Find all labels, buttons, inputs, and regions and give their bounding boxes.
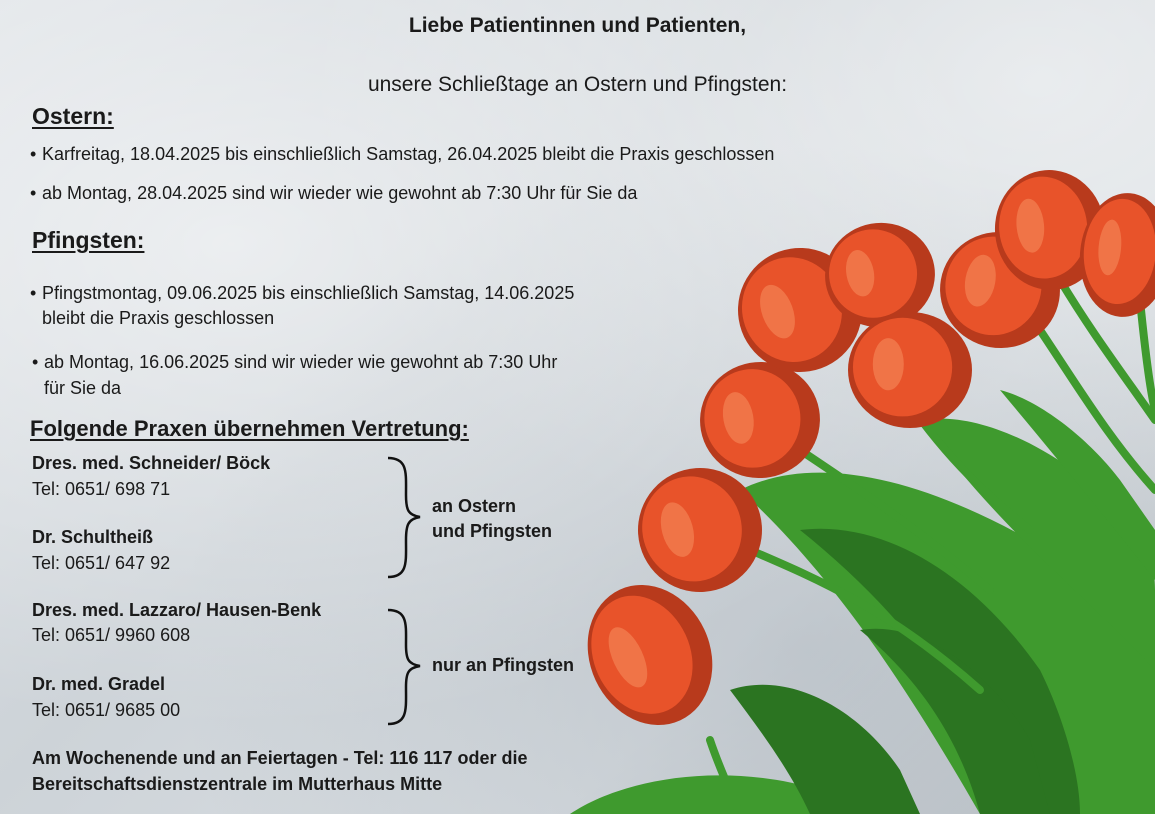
group-label-easter-pentecost: an Ostern (432, 496, 517, 516)
brace-icon (380, 455, 430, 580)
easter-heading: Ostern: (32, 103, 114, 129)
practice-phone: Tel: 0651/ 698 71 (32, 479, 171, 499)
pentecost-bullet-1: • Pfingstmontag, 09.06.2025 bis einschließlich Samstag, 14.06.2025 (42, 283, 574, 304)
group-label-pentecost-only: nur an Pfingsten (432, 655, 575, 675)
tulip-flower (848, 312, 972, 428)
pentecost-bullet-2-continued: für Sie da (44, 378, 122, 398)
substitutes-heading: Folgende Praxen übernehmen Vertretung: (30, 416, 469, 441)
tulip-bouquet-image (560, 150, 1155, 814)
easter-bullet-2: • ab Montag, 28.04.2025 sind wir wieder wie gewohnt ab 7:30 Uhr für Sie da (42, 183, 637, 204)
practice-name: Dres. med. Lazzaro/ Hausen-Benk (32, 600, 322, 620)
weekend-emergency-info-continued: Bereitschaftsdienstzentrale im Mutterhaus Mitte (32, 774, 443, 794)
weekend-emergency-info: Am Wochenende und an Feiertagen - Tel: 116 117 oder die (32, 748, 528, 768)
pentecost-bullet-2: • ab Montag, 16.06.2025 sind wir wieder wie gewohnt ab 7:30 Uhr (44, 352, 557, 373)
practice-phone: Tel: 0651/ 9685 00 (32, 700, 181, 720)
greeting: Liebe Patientinnen und Patienten, (408, 14, 747, 37)
group-label-easter-pentecost-continued: und Pfingsten (432, 521, 552, 541)
pentecost-bullet-1-continued: bleibt die Praxis geschlossen (42, 308, 275, 328)
easter-bullet-1: • Karfreitag, 18.04.2025 bis einschließlich Samstag, 26.04.2025 bleibt die Praxis geschlossen (42, 144, 774, 165)
practice-phone: Tel: 0651/ 647 92 (32, 553, 171, 573)
practice-name: Dr. Schultheiß (32, 527, 154, 547)
brace-icon (380, 607, 430, 727)
tulip-flower (691, 352, 829, 487)
notice-subtitle: unsere Schließtage an Ostern und Pfingsten: (367, 73, 788, 96)
practice-phone: Tel: 0651/ 9960 608 (32, 625, 191, 645)
practice-name: Dr. med. Gradel (32, 674, 166, 694)
tulip-flower (565, 564, 735, 745)
practice-name: Dres. med. Schneider/ Böck (32, 453, 271, 473)
pentecost-heading: Pfingsten: (32, 227, 145, 253)
